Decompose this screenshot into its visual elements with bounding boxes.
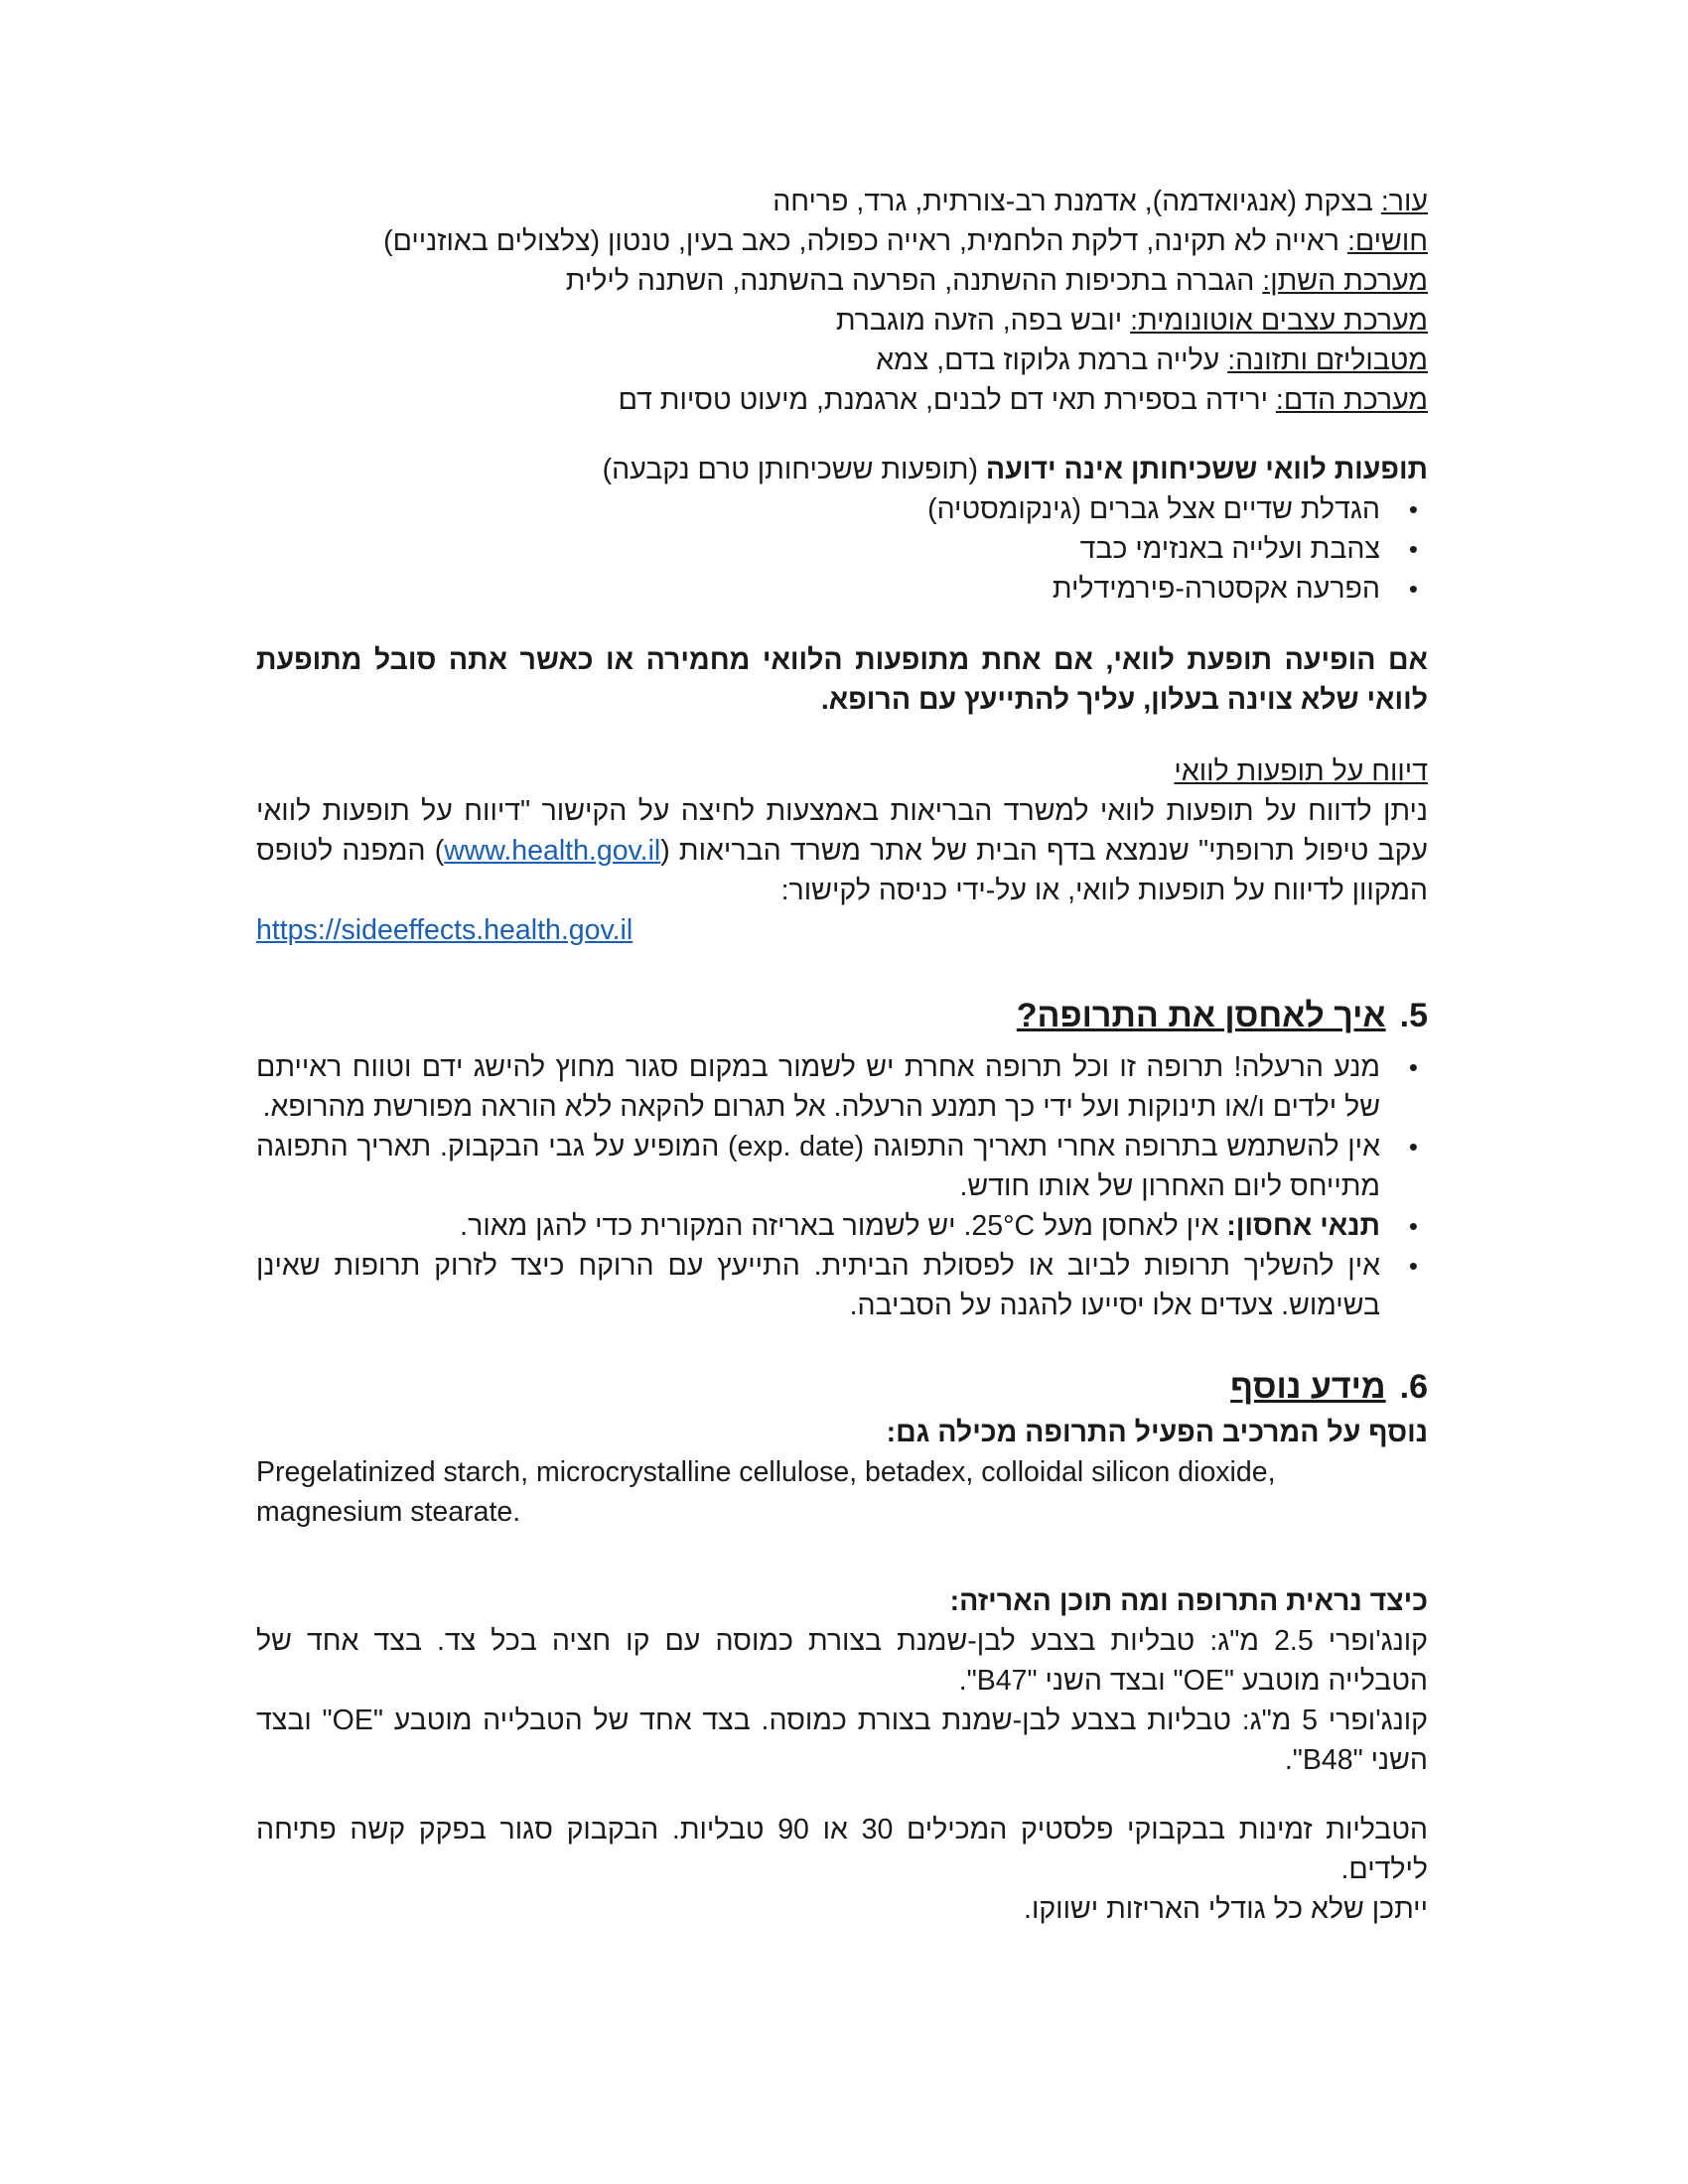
unknown-frequency-list bbox=[256, 489, 1428, 609]
appearance-text: קונג'ופרי 2.5 מ"ג: טבליות בצבע לבן-שמנת בצורת כמוסה עם קו חציה בכל צד. בצד אחד של הטבלייה מוטבע "OE" ובצד השני "B47". bbox=[256, 1625, 1428, 1697]
ingredients-text: Pregelatinized starch, microcrystalline cellulose, betadex, colloidal silicon dioxide, magnesium stearate. bbox=[256, 1456, 1276, 1528]
reporting-heading: דיווח על תופעות לוואי bbox=[1174, 755, 1428, 787]
effect-label: מערכת עצבים אוטונומית: bbox=[1130, 305, 1428, 337]
section-title: איך לאחסן את התרופה? bbox=[1016, 997, 1386, 1034]
health-gov-link[interactable]: www.health.gov.il bbox=[444, 835, 661, 867]
list-item: • הגדלת שדיים אצל גברים (גינקומסטיה) bbox=[256, 489, 1428, 529]
appearance-text: קונג'ופרי 5 מ"ג: טבליות בצבע לבן-שמנת בצורת כמוסה. בצד אחד של הטבלייה מוטבע "OE" ובצד השני "B48". bbox=[256, 1705, 1428, 1776]
effect-text: עלייה ברמת גלוקוז בדם, צמא bbox=[876, 344, 1228, 376]
list-item: • הפרעה אקסטרה-פירמידלית bbox=[256, 569, 1428, 609]
list-item: • אין להשתמש בתרופה אחרי תאריך התפוגה (exp. date) המופיע על גבי הבקבוק. תאריך התפוגה מתייחס ליום האחרון של אותו חודש. bbox=[256, 1127, 1428, 1206]
sideeffects-link[interactable]: https://sideeffects.health.gov.il bbox=[256, 914, 633, 946]
effect-line-urinary bbox=[256, 261, 1428, 301]
effect-label: עור: bbox=[1380, 186, 1428, 217]
effect-line-blood bbox=[256, 380, 1428, 420]
storage-list bbox=[256, 1047, 1428, 1325]
effect-text: ירידה בספירת תאי דם לבנים, ארגמנת, מיעוט טסיות דם bbox=[618, 384, 1276, 416]
effect-line-skin bbox=[256, 182, 1428, 221]
consult-doctor-warning: אם הופיעה תופעת לוואי, אם אחת מתופעות הלוואי מחמירה או כאשר אתה סובל מתופעת לוואי שלא צוינה בעלון, עליך להתייעץ עם הרופא. bbox=[256, 644, 1428, 716]
effect-line-autonomic bbox=[256, 301, 1428, 341]
appearance-heading: כיצד נראית התרופה ומה תוכן האריזה: bbox=[949, 1585, 1428, 1617]
list-item: • מנע הרעלה! תרופה זו וכל תרופה אחרת יש לשמור במקום סגור מחוץ להישג ידם וטווח ראייתם של ילדים ו/או תינוקות ועל ידי כך תמנע הרעלה. אל תגרום להקאה ללא הוראה מפורשת מהרופא. bbox=[256, 1047, 1428, 1127]
packaging-note: ייתכן שלא כל גודלי האריזות ישווקו. bbox=[1024, 1893, 1428, 1925]
organ-effects-list bbox=[256, 182, 1428, 420]
list-item: • אין להשליך תרופות לביוב או לפסולת הביתית. התייעץ עם הרוקח כיצד לזרוק תרופות שאינן בשימוש. צעדים אלו יסייעו להגנה על הסביבה. bbox=[256, 1246, 1428, 1325]
effect-text: בצקת (אנגיואדמה), אדמנת רב-צורתית, גרד, פריחה bbox=[773, 186, 1381, 217]
effect-label: מערכת השתן: bbox=[1262, 265, 1428, 297]
section-title: מידע נוסף bbox=[1230, 1368, 1386, 1406]
sideeffects-link-line bbox=[256, 910, 1428, 950]
list-item: • צהבת ועלייה באנזימי כבד bbox=[256, 529, 1428, 569]
effect-text: ראייה לא תקינה, דלקת הלחמית, ראייה כפולה, כאב בעין, טנטון (צלצולים באוזניים) bbox=[383, 225, 1347, 257]
effect-label: חושים: bbox=[1346, 225, 1428, 257]
ingredients-heading: נוסף על המרכיב הפעיל התרופה מכילה גם: bbox=[886, 1417, 1428, 1448]
effect-label: מערכת הדם: bbox=[1275, 384, 1428, 416]
section-number: 6. bbox=[1399, 1368, 1428, 1406]
reporting-text: ניתן לדווח על תופעות לוואי למשרד הבריאות באמצעות לחיצה על הקישור "דיווח על תופעות לוואי עקב טיפול תרופתי" שנמצא בדף הבית של אתר משרד הבריאות (www.health.gov.il) המפנה לטופס המקוון לדיווח על תופעות לוואי, או על-ידי כניסה לקישור: bbox=[256, 795, 1428, 906]
effect-line-senses bbox=[256, 221, 1428, 261]
effect-text: יובש בפה, הזעה מוגברת bbox=[835, 305, 1131, 337]
effect-label: מטבוליזם ותזונה: bbox=[1227, 344, 1428, 376]
unknown-frequency-heading: תופעות לוואי ששכיחותן אינה ידועה (תופעות ששכיחותן טרם נקבעה) bbox=[602, 454, 1428, 485]
effect-line-metabolism bbox=[256, 341, 1428, 380]
list-item: • תנאי אחסון: אין לאחסן מעל 25°C. יש לשמור באריזה המקורית כדי להגן מאור. bbox=[256, 1206, 1428, 1246]
section-5-heading bbox=[256, 992, 1428, 1039]
section-6-heading bbox=[256, 1363, 1428, 1411]
section-number: 5. bbox=[1399, 997, 1428, 1034]
effect-text: הגברה בתכיפות ההשתנה, הפרעה בהשתנה, השתנה לילית bbox=[565, 265, 1263, 297]
packaging-text: הטבליות זמינות בבקבוקי פלסטיק המכילים 30 או 90 טבליות. הבקבוק סגור בפקק קשה פתיחה לילדים. bbox=[256, 1814, 1429, 1885]
